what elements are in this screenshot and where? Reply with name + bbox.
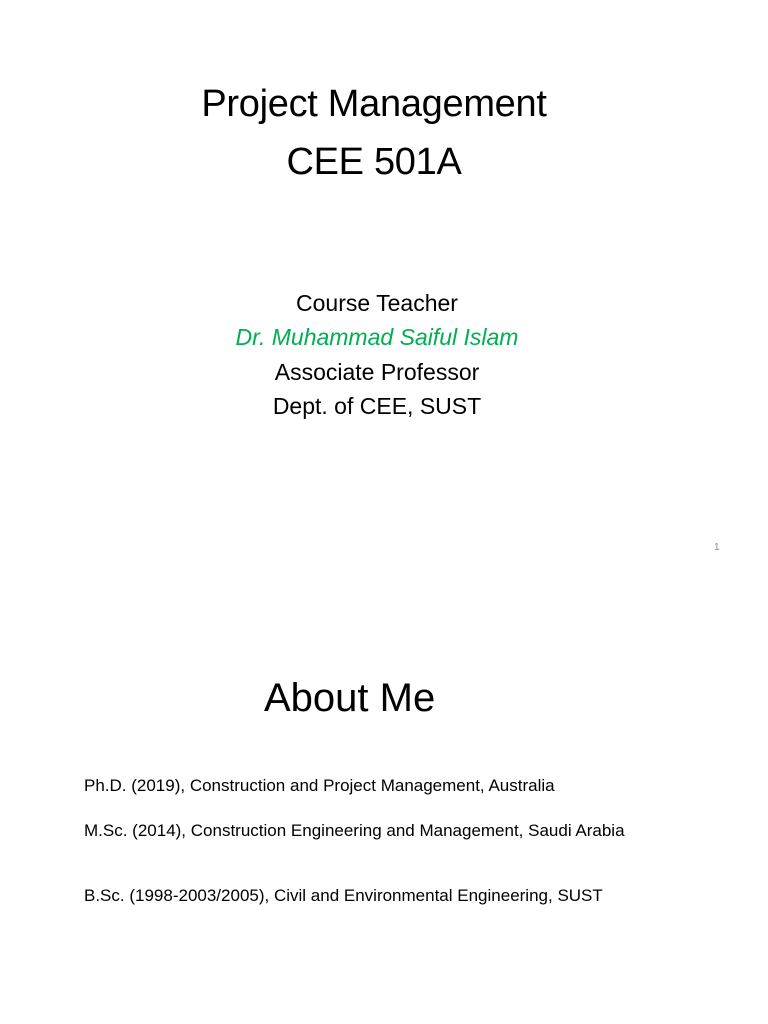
page-number: 1 bbox=[714, 542, 720, 553]
course-code: CEE 501A bbox=[286, 141, 462, 183]
credential-bsc: B.Sc. (1998-2003/2005), Civil and Environmental Engineering, SUST bbox=[84, 886, 603, 905]
teacher-name: Dr. Muhammad Saiful Islam bbox=[235, 324, 519, 350]
about-me-title: About Me bbox=[264, 676, 436, 720]
credential-msc: M.Sc. (2014), Construction Engineering and Management, Saudi Arabia bbox=[84, 821, 625, 840]
credential-phd: Ph.D. (2019), Construction and Project Management, Australia bbox=[84, 776, 555, 795]
teacher-department: Dept. of CEE, SUST bbox=[272, 393, 482, 419]
course-teacher-label: Course Teacher bbox=[296, 290, 458, 316]
about-me-slide bbox=[0, 576, 768, 1024]
teacher-role: Associate Professor bbox=[274, 359, 480, 385]
course-title: Project Management bbox=[201, 83, 547, 125]
